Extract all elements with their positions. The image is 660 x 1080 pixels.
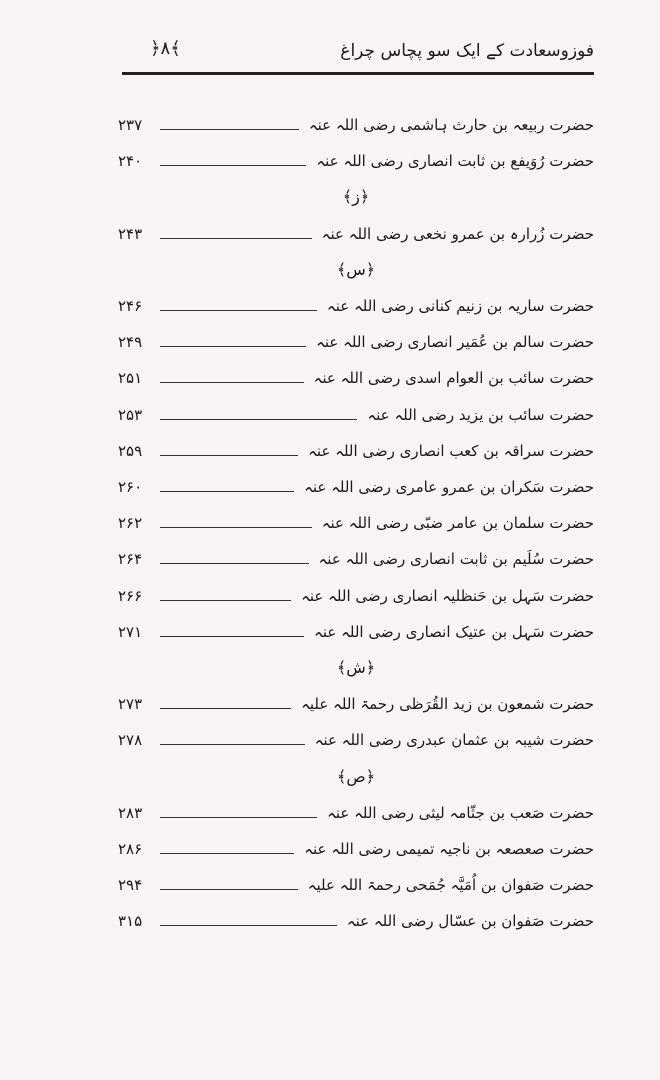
toc-entry bbox=[118, 296, 594, 316]
header-divider bbox=[122, 72, 594, 75]
toc-entry bbox=[118, 911, 594, 931]
entry-name: حضرت سراقہ بن کعب انصاری رضی اللہ عنہ bbox=[308, 441, 594, 460]
entry-name: حضرت صعصعہ بن ناجیہ تمیمی رضی اللہ عنہ bbox=[304, 840, 594, 858]
leader-line bbox=[160, 346, 306, 347]
leader-line bbox=[160, 165, 306, 166]
leader-line bbox=[160, 310, 317, 311]
leader-line bbox=[160, 744, 305, 745]
toc-entry bbox=[118, 405, 594, 425]
entry-name: حضرت ربیعہ بن حارث ہاشمی رضی اللہ عنہ bbox=[308, 116, 594, 134]
toc-entry bbox=[118, 368, 594, 388]
section-heading: ﴿س﴾ bbox=[336, 259, 376, 279]
entry-page-number: ۲۳۷ bbox=[118, 116, 143, 134]
entry-name: حضرت سائب بن یزید رضی اللہ عنہ bbox=[367, 405, 594, 424]
toc-entry bbox=[118, 586, 594, 606]
toc-entry bbox=[118, 513, 594, 533]
toc-entry bbox=[118, 151, 594, 171]
entry-page-number: ۲۸۶ bbox=[118, 840, 143, 858]
entry-name: حضرت سلمان بن عامر ضبّی رضی اللہ عنہ bbox=[321, 514, 594, 533]
toc-entry bbox=[118, 694, 594, 714]
entry-page-number: ۲۹۴ bbox=[118, 876, 143, 895]
entry-page-number: ۲۴۶ bbox=[118, 297, 143, 315]
leader-line bbox=[160, 238, 312, 239]
leader-line bbox=[160, 129, 299, 130]
leader-line bbox=[160, 708, 291, 709]
toc-entry bbox=[118, 441, 594, 461]
leader-line bbox=[160, 419, 357, 420]
entry-name: حضرت سُلَیم بن ثابت انصاری رضی اللہ عنہ bbox=[318, 550, 594, 569]
leader-line bbox=[160, 853, 294, 854]
entry-page-number: ۲۶۰ bbox=[118, 478, 143, 496]
toc-entry bbox=[118, 115, 594, 135]
entry-page-number: ۲۵۱ bbox=[118, 369, 143, 388]
entry-page-number: ۲۷۱ bbox=[118, 622, 143, 641]
leader-line bbox=[160, 889, 298, 890]
leader-line bbox=[160, 925, 337, 926]
entry-page-number: ۲۵۹ bbox=[118, 441, 143, 460]
entry-name: حضرت صَفوان بن عسّال رضی اللہ عنہ bbox=[346, 912, 594, 931]
leader-line bbox=[160, 491, 294, 492]
page-header bbox=[120, 36, 594, 70]
toc-entry bbox=[118, 332, 594, 352]
toc-entry bbox=[118, 875, 594, 895]
entry-page-number: ۲۴۰ bbox=[118, 152, 143, 171]
toc-entry bbox=[118, 224, 594, 244]
book-title: فوزوسعادت کے ایک سو پچاس چراغ bbox=[340, 41, 594, 61]
entry-page-number: ۳۱۵ bbox=[118, 912, 143, 931]
entry-name: حضرت سَکران بن عمرو عامری رضی اللہ عنہ bbox=[304, 478, 594, 496]
entry-page-number: ۲۷۸ bbox=[118, 731, 143, 750]
entry-name: حضرت ساریہ بن زنیم کنانی رضی اللہ عنہ bbox=[326, 297, 594, 315]
leader-line bbox=[160, 817, 317, 818]
toc-entry bbox=[118, 803, 594, 823]
entry-page-number: ۲۷۳ bbox=[118, 695, 143, 714]
section-heading: ﴿ش﴾ bbox=[336, 658, 376, 677]
entry-name: حضرت صَعب بن جثّامہ لیثی رضی اللہ عنہ bbox=[327, 803, 594, 822]
leader-line bbox=[160, 563, 309, 564]
leader-line bbox=[160, 636, 304, 637]
toc-entry bbox=[118, 730, 594, 750]
section-heading: ﴿ص﴾ bbox=[336, 766, 376, 786]
entry-name: حضرت زُرارہ بن عمرو نخعی رضی اللہ عنہ bbox=[321, 224, 594, 243]
entry-name: حضرت سَہل بن حَنظلیہ انصاری رضی اللہ عنہ bbox=[301, 586, 594, 605]
entry-name: حضرت رُوَیفع بن ثابت انصاری رضی اللہ عنہ bbox=[316, 152, 594, 171]
section-heading: ﴿ز﴾ bbox=[342, 187, 370, 207]
entry-name: حضرت صَفوان بن اُمَیَّہ جُمَحی رحمۃ اللہ علیہ bbox=[307, 876, 594, 895]
entry-name: حضرت سائب بن العوام اسدی رضی اللہ عنہ bbox=[313, 369, 594, 388]
entry-page-number: ۲۸۳ bbox=[118, 803, 143, 822]
entry-page-number: ۲۵۳ bbox=[118, 405, 143, 424]
entry-name: حضرت سالم بن عُمَیر انصاری رضی اللہ عنہ bbox=[316, 333, 594, 352]
entry-name: حضرت سَہل بن عتیک انصاری رضی اللہ عنہ bbox=[314, 622, 594, 641]
leader-line bbox=[160, 455, 298, 456]
entry-page-number: ۲۶۶ bbox=[118, 586, 143, 605]
entry-name: حضرت شیبہ بن عثمان عبدری رضی اللہ عنہ bbox=[314, 731, 594, 750]
toc-entry bbox=[118, 477, 594, 497]
entry-page-number: ۲۴۳ bbox=[118, 224, 143, 243]
leader-line bbox=[160, 527, 312, 528]
entry-name: حضرت شمعون بن زید القُرَظی رحمۃ اللہ علیہ bbox=[301, 695, 594, 714]
leader-line bbox=[160, 600, 291, 601]
toc-entry bbox=[118, 622, 594, 642]
toc-entry bbox=[118, 839, 594, 859]
entry-page-number: ۲۶۴ bbox=[118, 550, 143, 569]
toc-entry bbox=[118, 549, 594, 569]
leader-line bbox=[160, 382, 304, 383]
entry-page-number: ۲۶۲ bbox=[118, 514, 143, 533]
page-number: ﴿۸﴾ bbox=[150, 38, 181, 59]
entry-page-number: ۲۴۹ bbox=[118, 333, 143, 352]
